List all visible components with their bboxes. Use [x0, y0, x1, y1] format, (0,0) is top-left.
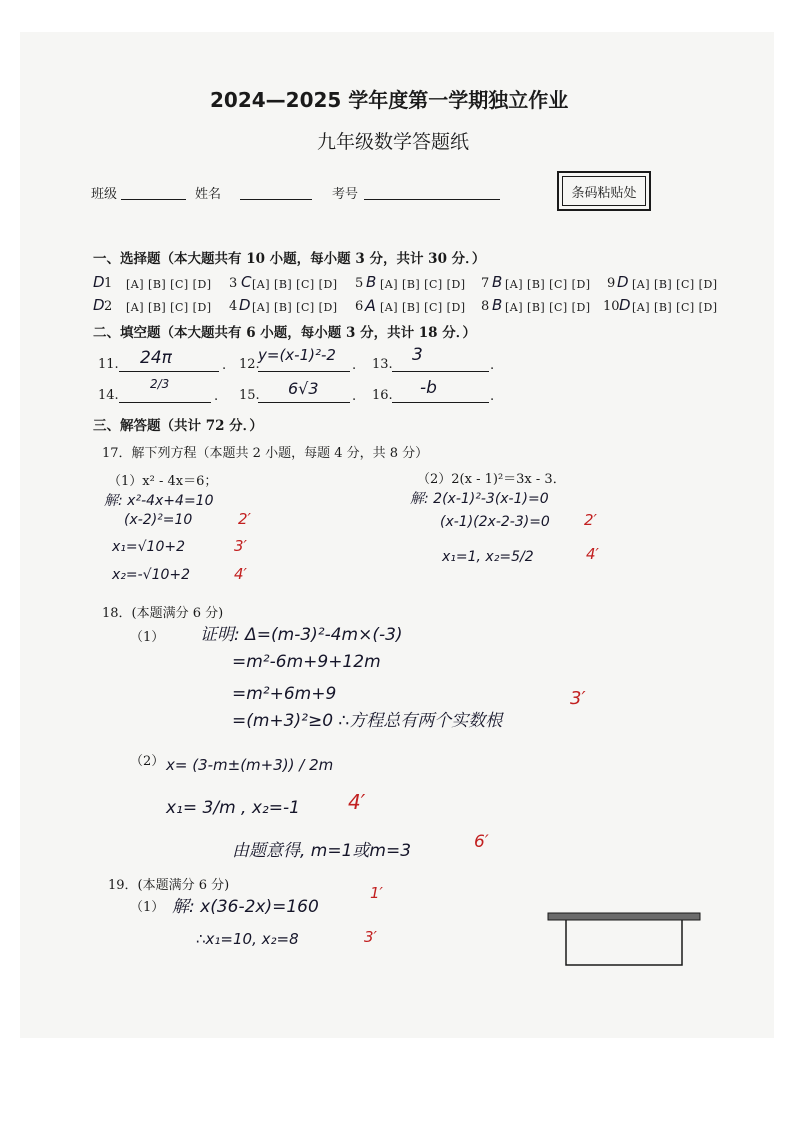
sheet-title: 2024—2025 学年度第一学期独立作业	[210, 88, 569, 112]
barcode-box	[557, 171, 651, 211]
q17-1-work-line-3: x₁=√10+2	[112, 539, 186, 555]
barcode-label: 条码粘贴处	[562, 176, 646, 206]
q18-prompt: 18．(本题满分 6 分)	[102, 606, 224, 621]
fill-number-13: 13.	[372, 357, 393, 372]
fill-blank-15	[258, 401, 350, 403]
fill-blank-16	[392, 401, 489, 403]
fill-answer-11: 24π	[140, 348, 172, 368]
mc-number: 10	[603, 299, 620, 314]
mc-number: 2	[104, 299, 113, 314]
q17-part2: （2）2(x - 1)²＝3x - 3．	[417, 472, 566, 487]
q19-1-work-line-2: ∴x₁=10, x₂=8	[196, 930, 299, 948]
mc-answer: D	[239, 296, 251, 314]
mc-answer: C	[241, 273, 252, 291]
q18-2-mark-1: 4′	[348, 790, 366, 814]
q17-2-work-line-1: 解: 2(x-1)²-3(x-1)=0	[410, 491, 549, 507]
mc-number: 4	[229, 299, 238, 314]
mc-number: 5	[355, 276, 364, 291]
name-blank	[240, 198, 312, 200]
q18-1-work-line-1: 证明: Δ=(m-3)²-4m×(-3)	[200, 625, 403, 645]
exam-no-blank	[364, 198, 500, 200]
fill-period-12: .	[352, 358, 357, 373]
q18-1-mark: 3′	[570, 688, 586, 709]
q18-part2: （2）	[130, 754, 165, 769]
q17-1-work-line-2: (x-2)²=10	[124, 512, 193, 528]
mc-answer: B	[492, 273, 503, 291]
q17-2-mark-2: 4′	[586, 545, 599, 563]
exam-no-label: 考号	[332, 187, 359, 202]
q17-2-work-line-2: (x-1)(2x-2-3)=0	[440, 514, 550, 530]
q19-1-work-line-1: 解: x(36-2x)=160	[172, 897, 319, 917]
q19-1-mark-2: 3′	[364, 928, 377, 946]
fill-answer-15: 6√3	[288, 379, 319, 398]
mc-options: [A] [B] [C] [D]	[505, 278, 591, 291]
q17-1-work-line-4: x₂=-√10+2	[112, 567, 191, 583]
mc-number: 6	[355, 299, 364, 314]
mc-answer: D	[93, 273, 105, 291]
mc-number: 3	[229, 276, 238, 291]
name-label: 姓名	[195, 187, 222, 202]
mc-options: [A] [B] [C] [D]	[380, 301, 466, 314]
section1-heading: 一、选择题（本大题共有 10 小题，每小题 3 分，共计 30 分．）	[93, 251, 486, 267]
mc-number: 7	[481, 276, 490, 291]
fill-period-15: .	[352, 389, 357, 404]
fill-blank-13	[392, 370, 489, 372]
q18-1-work-line-3: =m²+6m+9	[232, 684, 337, 704]
q18-2-work-line-3: 由题意得, m=1或m=3	[232, 841, 412, 861]
mc-answer: D	[93, 296, 105, 314]
fill-period-11: .	[222, 358, 227, 373]
q17-1-work-line-1: 解: x²-4x+4=10	[104, 493, 214, 509]
q18-1-work-line-2: =m²-6m+9+12m	[232, 652, 381, 672]
fill-blank-11	[119, 370, 219, 372]
section2-heading: 二、填空题（本大题共有 6 小题，每小题 3 分，共计 18 分．）	[93, 325, 477, 341]
fill-number-14: 14.	[98, 388, 119, 403]
mc-options: [A] [B] [C] [D]	[126, 301, 212, 314]
fill-period-13: .	[490, 358, 495, 373]
mc-options: [A] [B] [C] [D]	[505, 301, 591, 314]
fill-number-12: 12.	[239, 357, 260, 372]
fill-number-11: 11.	[98, 357, 119, 372]
enclosure-rectangle	[566, 920, 682, 965]
q18-2-work-line-2: x₁= 3/m , x₂=-1	[166, 798, 300, 818]
mc-options: [A] [B] [C] [D]	[126, 278, 212, 291]
q17-1-mark-2: 3′	[234, 537, 247, 555]
mc-answer: B	[366, 273, 377, 291]
fill-number-15: 15.	[239, 388, 260, 403]
wall-bar	[548, 913, 700, 920]
mc-answer: D	[617, 273, 629, 291]
q17-2-work-line-3: x₁=1, x₂=5/2	[442, 549, 534, 565]
mc-options: [A] [B] [C] [D]	[632, 301, 718, 314]
mc-options: [A] [B] [C] [D]	[632, 278, 718, 291]
q19-part1: （1）	[130, 900, 165, 915]
q17-2-mark-1: 2′	[584, 511, 597, 529]
fill-period-16: .	[490, 389, 495, 404]
q18-2-work-line-1: x= (3-m±(m+3)) / 2m	[166, 756, 334, 774]
fill-answer-13: 3	[412, 345, 423, 365]
mc-number: 9	[607, 276, 616, 291]
fill-answer-14: 2/3	[150, 377, 170, 391]
mc-answer: A	[365, 296, 376, 315]
q17-1-mark-3: 4′	[234, 565, 247, 583]
q18-2-mark-2: 6′	[474, 832, 489, 852]
q17-prompt: 17．解下列方程（本题共 2 小题，每题 4 分，共 8 分）	[102, 446, 429, 461]
fill-blank-12	[258, 370, 350, 372]
mc-number: 1	[104, 276, 113, 291]
class-label: 班级	[91, 187, 118, 202]
class-blank	[121, 198, 186, 200]
mc-options: [A] [B] [C] [D]	[252, 278, 338, 291]
sheet-subtitle: 九年级数学答题纸	[317, 131, 470, 153]
mc-answer: B	[492, 296, 503, 314]
fill-answer-16: -b	[420, 378, 437, 398]
q19-figure	[545, 910, 705, 972]
mc-options: [A] [B] [C] [D]	[252, 301, 338, 314]
q17-part1: （1）x² - 4x＝6；	[108, 474, 218, 489]
q17-1-mark-1: 2′	[238, 510, 251, 528]
mc-options: [A] [B] [C] [D]	[380, 278, 466, 291]
fill-blank-14	[119, 401, 211, 403]
q19-1-mark-1: 1′	[370, 884, 383, 902]
mc-answer: D	[619, 296, 631, 314]
fill-period-14: .	[214, 389, 219, 404]
section3-heading: 三、解答题（共计 72 分．）	[93, 418, 263, 434]
q18-part1: （1）	[130, 630, 165, 645]
fill-number-16: 16.	[372, 388, 393, 403]
mc-number: 8	[481, 299, 490, 314]
fill-answer-12: y=(x-1)²-2	[258, 346, 336, 364]
q19-prompt: 19．(本题满分 6 分)	[108, 878, 230, 893]
q18-1-work-line-4: =(m+3)²≥0 ∴方程总有两个实数根	[232, 711, 503, 731]
